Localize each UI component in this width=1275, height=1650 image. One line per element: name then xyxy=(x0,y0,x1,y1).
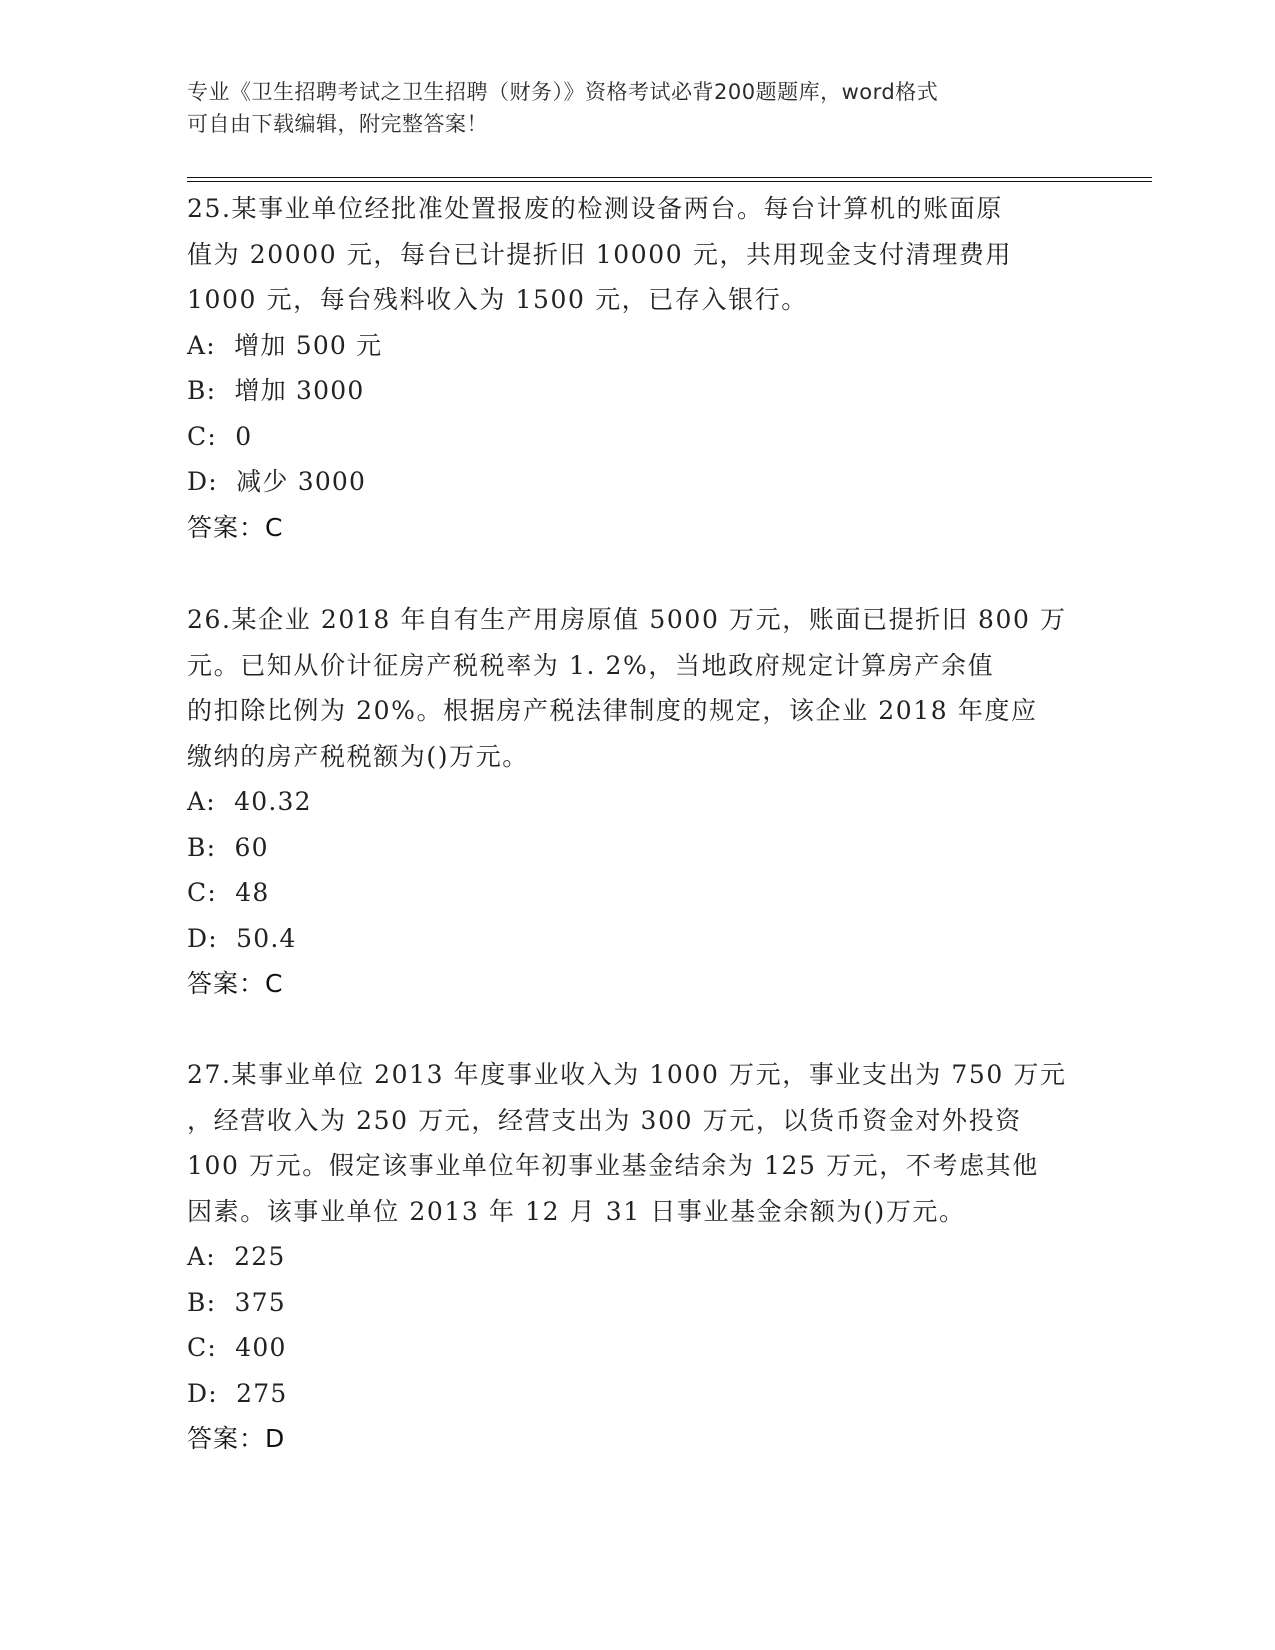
header-title-line-1: 专业《卫生招聘考试之卫生招聘（财务）》资格考试必背200题题库，word格式 xyxy=(187,80,939,104)
option-a: A: 增加 500 元 xyxy=(187,330,383,360)
question-stem: 25.某事业单位经批准处置报废的检测设备两台。每台计算机的账面原 值为 20000 元，每台已计提折旧 10000 元，共用现金支付清理费用 1000 元，每台残料收入为 1500 元，已存入银行。 xyxy=(187,194,1013,314)
question-26 xyxy=(187,597,1082,1007)
question-stem: 26.某企业 2018 年自有生产用房原值 5000 万元，账面已提折旧 800 万 元。已知从价计征房产税税率为 1. 2%，当地政府规定计算房产余值 的扣除比例为 20%。根据房产税法律制度的规定，该企业 2018 年度应 缴纳的房产税税额为()万元。 xyxy=(187,605,1067,771)
option-c: C: 400 xyxy=(187,1333,287,1362)
option-b: B: 增加 3000 xyxy=(187,376,365,405)
question-25 xyxy=(187,186,1082,550)
option-b: B: 60 xyxy=(187,832,269,862)
answer-label: 答案：C xyxy=(187,969,284,998)
option-d: D: 减少 3000 xyxy=(187,467,367,496)
option-a: A: 40.32 xyxy=(187,787,312,816)
option-a: A: 225 xyxy=(187,1242,286,1271)
option-c: C: 0 xyxy=(187,421,253,451)
answer-label: 答案：C xyxy=(187,512,284,542)
header-title-line-2: 可自由下载编辑，附完整答案！ xyxy=(187,112,488,136)
question-stem: 27.某事业单位 2013 年度事业收入为 1000 万元，事业支出为 750 万元 ，经营收入为 250 万元，经营支出为 300 万元，以货币资金对外投资 100 万元。假定该事业单位年初事业基金结余为 125 万元，不考虑其他 因素。该事业单位 2013 年 12 月 31 日事业基金余额为()万元。 xyxy=(187,1060,1067,1226)
option-d: D: 275 xyxy=(187,1378,288,1408)
option-d: D: 50.4 xyxy=(187,923,297,953)
option-b: B: 375 xyxy=(187,1287,286,1317)
option-c: C: 48 xyxy=(187,878,270,907)
header-divider-bottom xyxy=(187,181,1152,182)
document-header xyxy=(187,76,1067,140)
header-divider-top xyxy=(187,177,1152,178)
answer-label: 答案：D xyxy=(187,1424,286,1453)
question-27 xyxy=(187,1052,1082,1462)
